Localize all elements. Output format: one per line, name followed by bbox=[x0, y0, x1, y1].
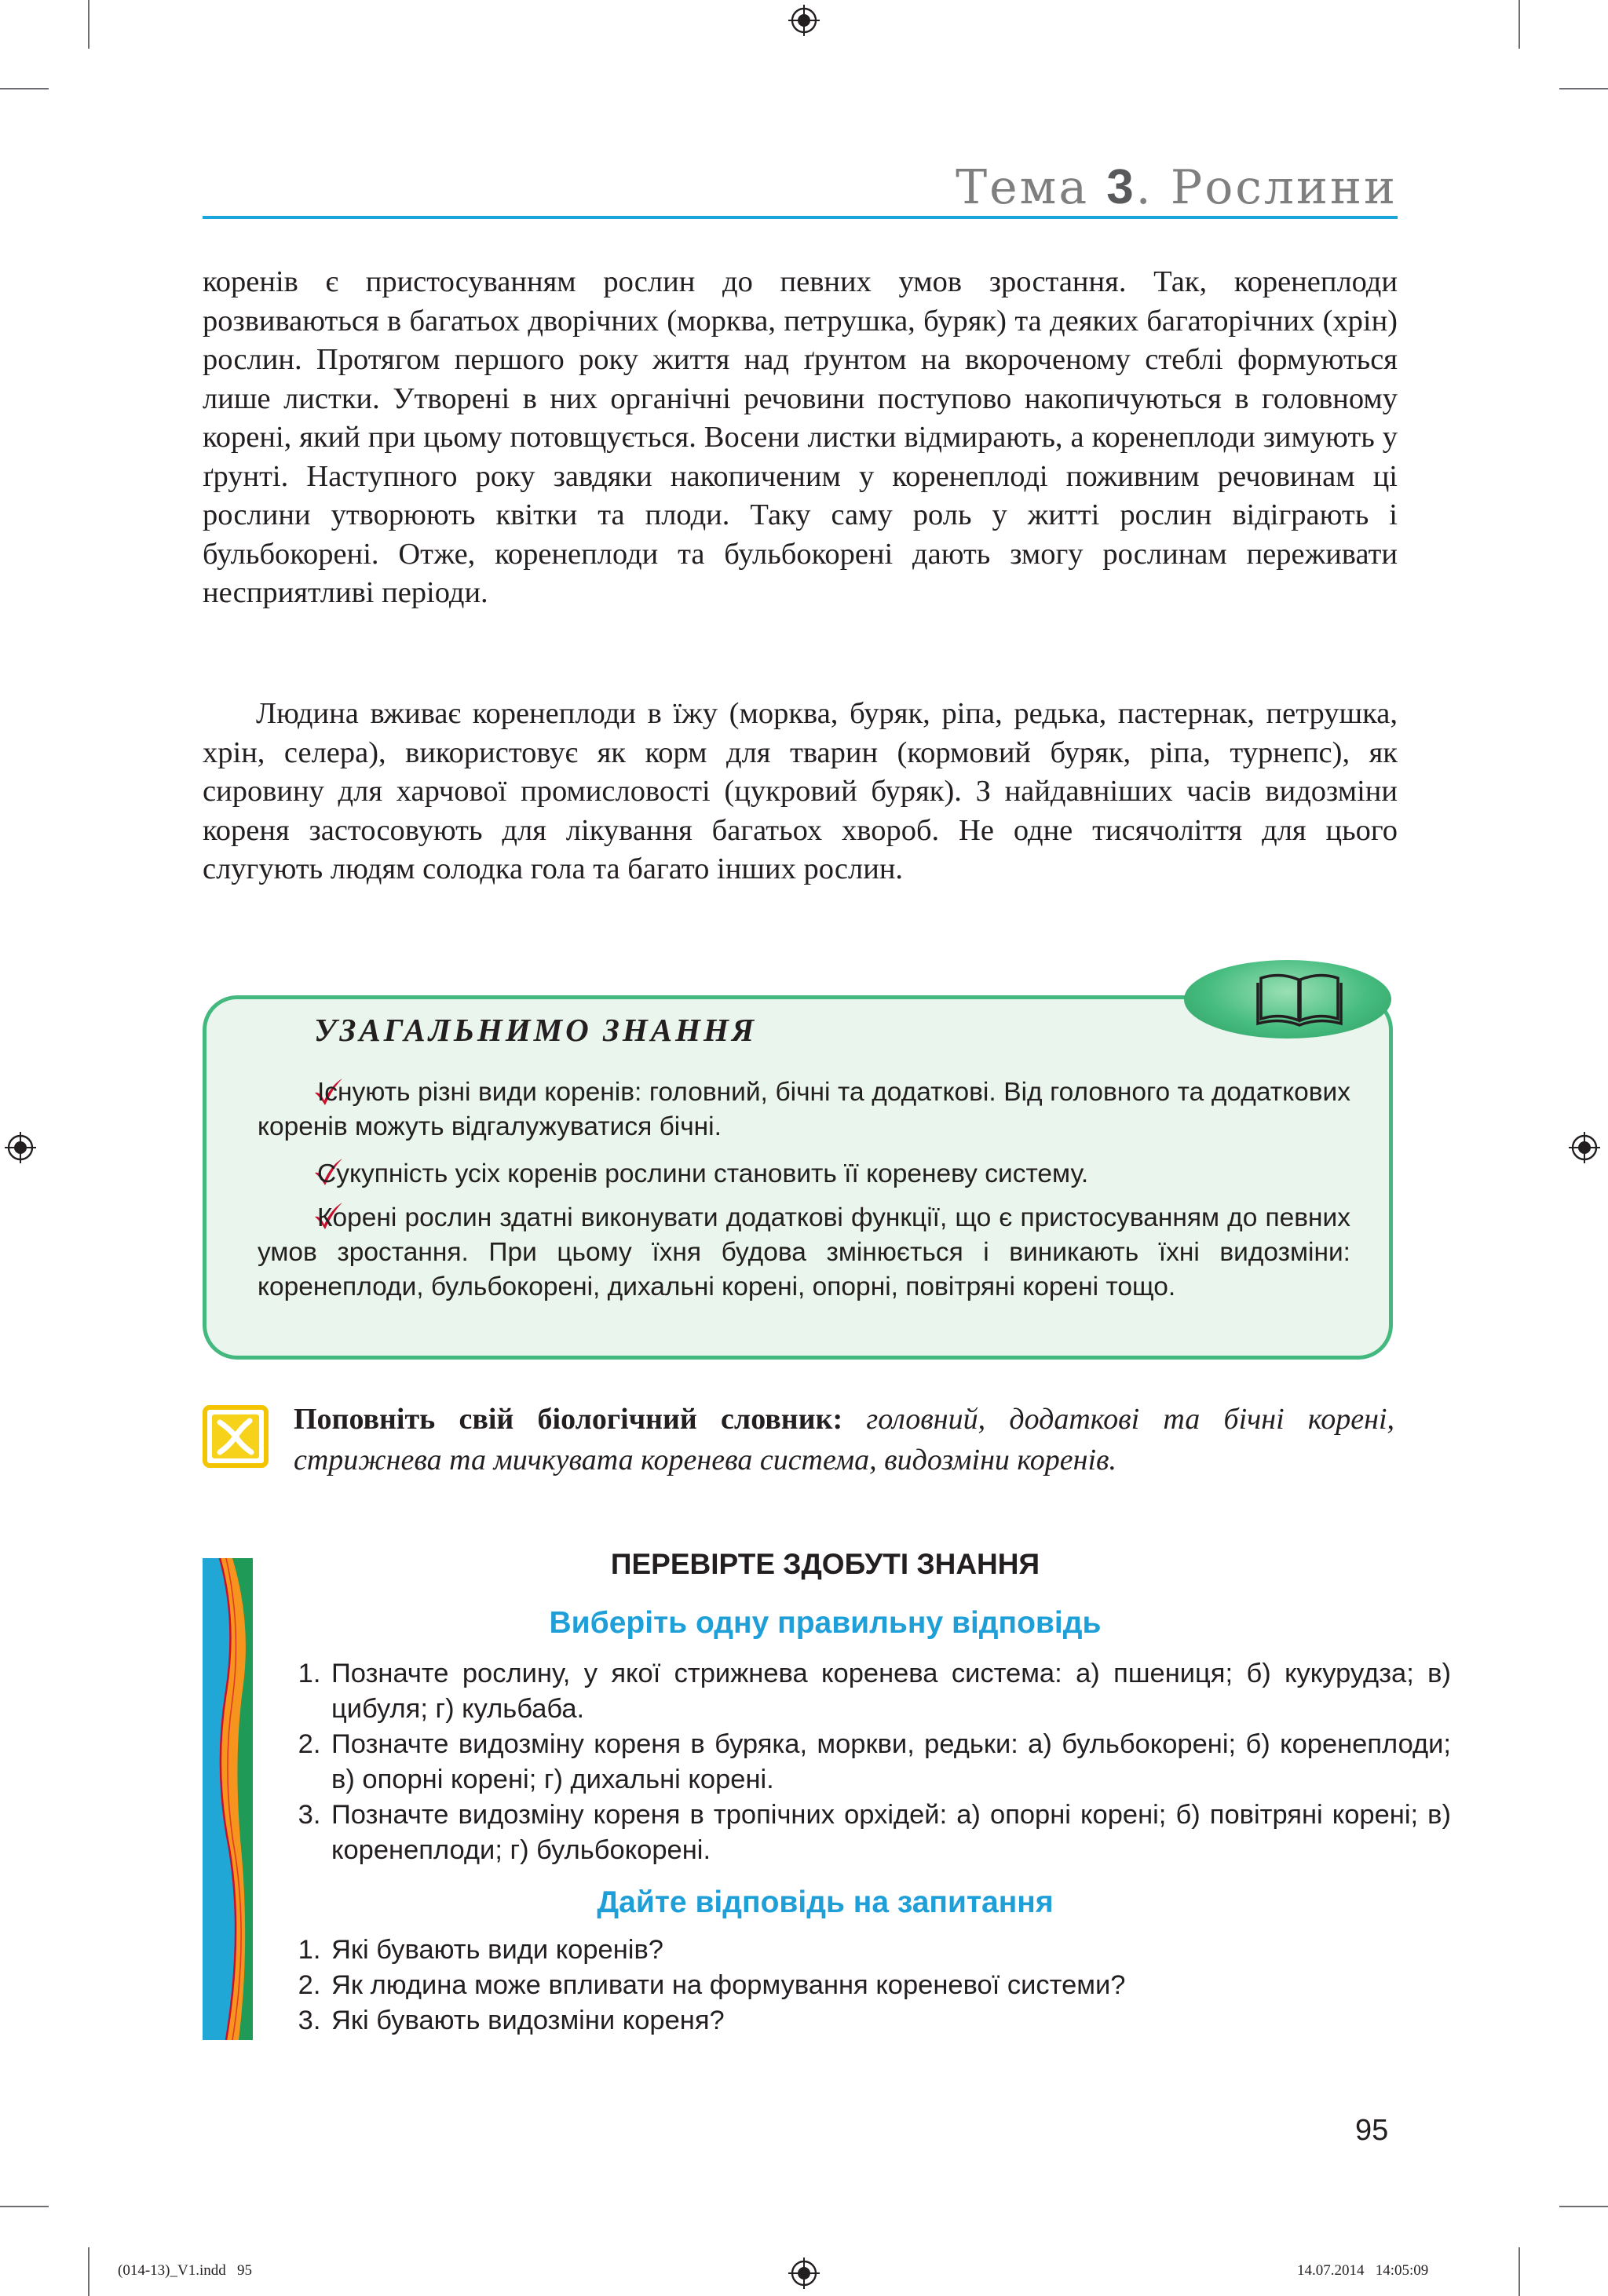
dictionary-lead: Поповніть свій біологічний словник: bbox=[294, 1403, 843, 1436]
print-slug-date: 14.07.2014 14:05:09 bbox=[1297, 2262, 1429, 2279]
crop-mark bbox=[0, 88, 49, 89]
book-icon bbox=[1256, 970, 1343, 1027]
crop-mark bbox=[1559, 2206, 1608, 2207]
summary-item: Існують різні види коренів: головний, бічні та додаткові. Від головного та додаткових коренів можуть відгалужуватися бічні. bbox=[258, 1078, 1350, 1141]
crop-mark bbox=[0, 2206, 49, 2207]
header-rule bbox=[203, 216, 1398, 219]
page-number: 95 bbox=[1355, 2114, 1389, 2147]
crop-mark bbox=[1559, 88, 1608, 89]
question-item: 1. Які бувають види коренів? bbox=[328, 1933, 1451, 1968]
dictionary-terms: головний, додаткові та бічні корені, стрижнева та мичкувата коренева система, видозміни коренів. bbox=[294, 1403, 1395, 1477]
chapter-theme-word: Тема bbox=[956, 160, 1090, 215]
registration-mark-icon bbox=[1569, 1132, 1600, 1163]
chapter-title bbox=[956, 154, 1398, 221]
summary-item: Корені рослин здатні виконувати додаткові функції, що є пристосуванням до певних умов зростання. При цьому їхня будова змінюється і виникають їхні видозміни: коренеплоди, бульбокорені, дихальні корені, опорні, повітряні корені тощо. bbox=[258, 1203, 1350, 1301]
chapter-number: 3 bbox=[1106, 160, 1136, 214]
question-item: 3. Позначте видозміну кореня в тропічних орхідей: а) опорні корені; б) повітряні корені; в) коренеплоди; г) бульбокорені. bbox=[328, 1798, 1451, 1868]
body-paragraph: коренів є пристосуванням рослин до певних умов зростання. Так, коренеплоди розвиваються в багатьох дворічних (морква, петрушка, буряк) та деяких багаторічних (хрін) рослин. Протягом першого року життя над ґрунтом на вкороченому стеблі формуються лише листки. Утворені в них органічні речовини поступово накопичуються в головному корені, який при цьому потовщується. Восени листки відмирають, а коренеплоди зимують у ґрунті. Наступного року завдяки накопиченим у коренеплоді поживним речовинам ці рослини утворюють квітки та плоди. Таку саму роль у житті рослин відіграють і бульбокорені. Отже, коренеплоди та бульбокорені дають змогу рослинам переживати несприятливі періоди. bbox=[203, 265, 1398, 609]
decorative-ribbon bbox=[203, 1558, 253, 2040]
registration-mark-icon bbox=[788, 2258, 820, 2289]
chapter-name: . Рослини bbox=[1135, 160, 1398, 215]
dictionary-note bbox=[294, 1399, 1394, 1480]
summary-heading: УЗАГАЛЬНИМО ЗНАННЯ bbox=[314, 1012, 758, 1048]
question-item: 2. Позначте видозміну кореня в буряка, моркви, редьки: а) бульбокорені; б) коренеплоди; в) опорні корені; г) дихальні корені. bbox=[328, 1727, 1451, 1798]
summary-item: Сукупність усіх коренів рослини становить її кореневу систему. bbox=[317, 1159, 1089, 1188]
print-slug-file: (014-13)_V1.indd 95 bbox=[118, 2262, 252, 2279]
crop-mark bbox=[1518, 2247, 1520, 2296]
multiple-choice-list bbox=[275, 1656, 1451, 1868]
review-heading: ПЕРЕВІРТЕ ЗДОБУТІ ЗНАННЯ bbox=[610, 1548, 1040, 1580]
registration-mark-icon bbox=[5, 1132, 36, 1163]
question-item: 2. Як людина може впливати на формування кореневої системи? bbox=[328, 1968, 1451, 2003]
choose-answer-heading: Виберіть одну правильну відповідь bbox=[549, 1606, 1102, 1640]
crop-mark bbox=[1518, 0, 1520, 49]
body-paragraph: Людина вживає коренеплоди в їжу (морква, буряк, ріпа, редька, пастернак, петрушка, хрін, селера), використовує як корм для тварин (кормовий буряк, ріпа, турнепс), як сировину для харчової промисловості (цукровий буряк). З найдавніших часів видозміни кореня застосовують для лікування багатьох хвороб. Не одне тисячоліття для цього слугують людям солодка гола та багато інших рослин. bbox=[203, 697, 1398, 885]
open-questions-list bbox=[275, 1933, 1451, 2039]
crop-mark bbox=[88, 2247, 90, 2296]
question-item: 3. Які бувають видозміни кореня? bbox=[328, 2003, 1451, 2039]
crop-mark bbox=[88, 0, 90, 49]
question-item: 1. Позначте рослину, у якої стрижнева коренева система: а) пшениця; б) кукурудза; в) цибуля; г) кульбаба. bbox=[328, 1656, 1451, 1727]
answer-questions-heading: Дайте відповідь на запитання bbox=[597, 1885, 1054, 1919]
dictionary-icon bbox=[203, 1405, 269, 1468]
registration-mark-icon bbox=[788, 5, 820, 36]
